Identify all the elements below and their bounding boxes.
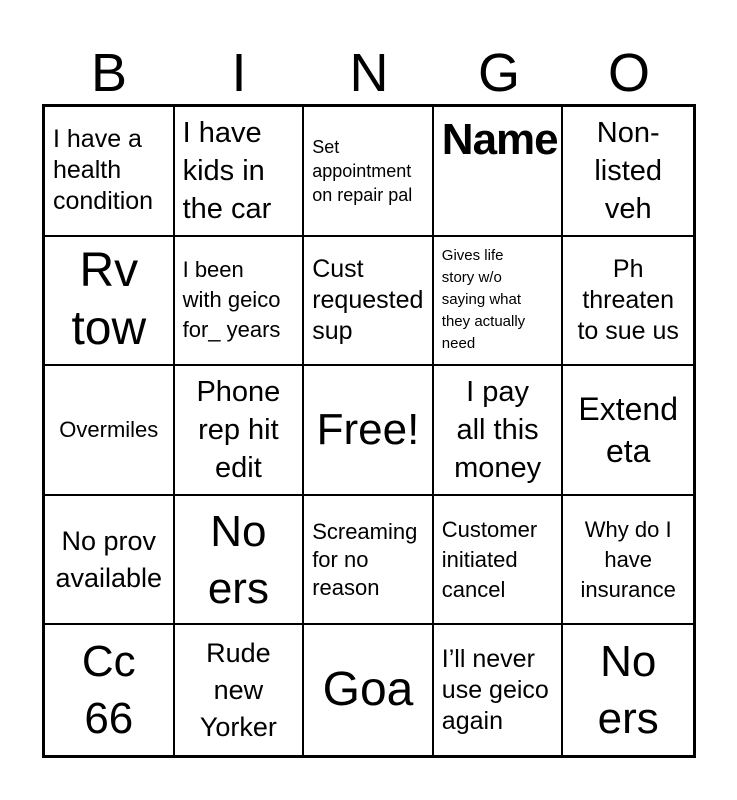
bingo-cell[interactable] [45, 366, 175, 496]
bingo-cell[interactable] [45, 107, 175, 237]
cell-text: I pay all this money [454, 375, 542, 484]
cell-text: Rude new Yorker [199, 637, 277, 742]
bingo-cell[interactable] [563, 237, 693, 367]
cell-text: Screaming for no reason [312, 518, 418, 600]
bingo-cell[interactable] [563, 625, 693, 755]
cell-text: No prov available [55, 525, 163, 593]
bingo-cell[interactable] [175, 496, 305, 626]
bingo-cell[interactable] [304, 107, 434, 237]
bingo-cell[interactable] [434, 496, 564, 626]
bingo-board [42, 104, 696, 758]
bingo-cell[interactable] [175, 625, 305, 755]
cell-text: Why do I have insurance [580, 516, 676, 602]
header-letter-o: O [607, 43, 650, 103]
bingo-cell[interactable] [304, 496, 434, 626]
bingo-cell[interactable] [175, 366, 305, 496]
free-space[interactable] [304, 366, 434, 496]
cell-text: Non- listed veh [594, 116, 663, 225]
bingo-cell[interactable] [45, 625, 175, 755]
bingo-cell[interactable] [563, 496, 693, 626]
bingo-cell[interactable] [175, 237, 305, 367]
cell-text: Set appointment on repair pal [312, 136, 413, 205]
bingo-cell[interactable] [175, 107, 305, 237]
bingo-cell[interactable] [434, 625, 564, 755]
cell-text: Customer initiated cancel [441, 516, 538, 602]
cell-text: No ers [597, 637, 659, 744]
cell-text: I been with geico for_ years [182, 257, 281, 343]
bingo-cell[interactable] [563, 107, 693, 237]
cell-text: I have a health condition [53, 125, 154, 216]
cell-text: Overmiles [59, 416, 159, 442]
cell-text: Phone rep hit edit [196, 375, 281, 484]
header-letter-g: G [477, 43, 520, 103]
cell-text: I’ll never use geico again [441, 644, 549, 735]
cell-text: Name [441, 115, 558, 164]
bingo-cell[interactable] [563, 366, 693, 496]
header-letter-n: N [349, 43, 389, 103]
cell-text: I have kids in the car [182, 116, 272, 225]
bingo-cell[interactable] [304, 625, 434, 755]
bingo-cell[interactable] [304, 237, 434, 367]
bingo-header [44, 42, 694, 104]
cell-text: Rv tow [71, 244, 147, 356]
cell-text: Extend eta [578, 390, 678, 469]
bingo-cell[interactable] [45, 237, 175, 367]
cell-text: No ers [207, 506, 269, 613]
bingo-cell[interactable] [434, 237, 564, 367]
cell-text: Cc 66 [81, 637, 136, 744]
cell-text: Gives life story w/o saying what they actually need [441, 247, 526, 353]
bingo-cell[interactable] [45, 496, 175, 626]
cell-text: Free! [316, 405, 420, 455]
header-letter-i: I [231, 43, 247, 103]
cell-text: Ph threaten to sue us [577, 254, 679, 345]
bingo-cell[interactable] [434, 107, 564, 237]
header-letter-b: B [90, 43, 128, 103]
cell-text: Goa [322, 663, 414, 717]
cell-text: Cust requested sup [312, 254, 424, 345]
bingo-cell[interactable] [434, 366, 564, 496]
